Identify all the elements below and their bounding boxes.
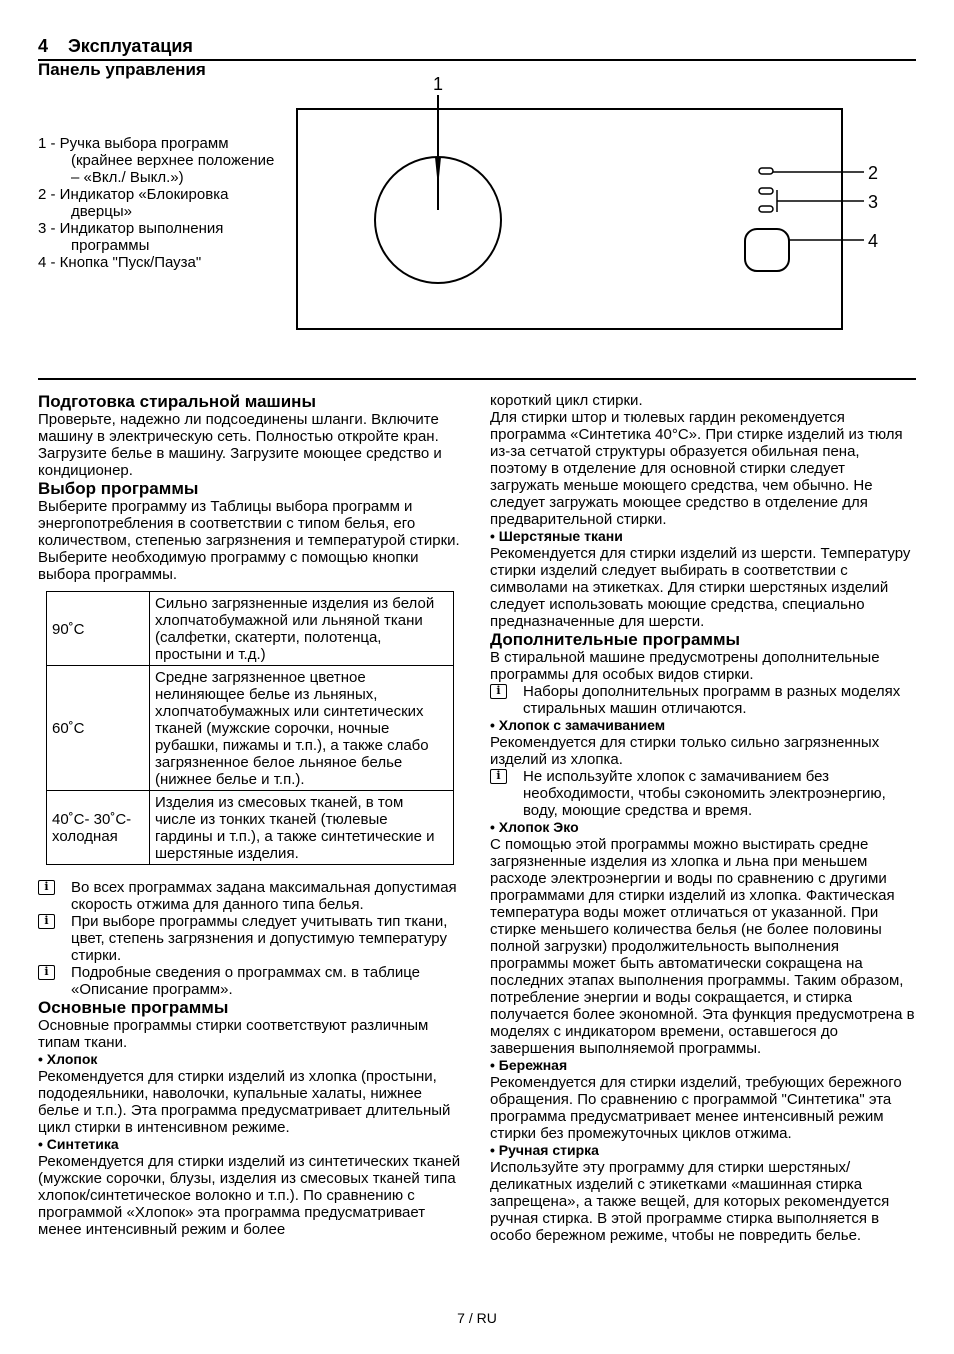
- left-column: [38, 392, 463, 1238]
- progress-indicator: [759, 206, 773, 212]
- callout-label-1: 1: [433, 74, 444, 94]
- eco-text: С помощью этой программы можно выстирать средне загрязненные изделия из хлопка и льна при меньшем расходе электроэнергии и воды по сравнению с другими программами для стирки изделий из хлопка. Фактическая температура воды может отличаться от указанной. При стирке меньшего количества белья (не более половины полной загрузки) продолжительность выполнения программы может быть автоматически сокращена на последних этапах выполнения программы. Таким образом, потребление энергии и воды сокращается, и стирка получается более экономной. Эта функция предусмотрена в моделях с индикатором времени, оставшегося до завершения выполняемой программы.: [490, 836, 915, 1057]
- right-column: [490, 392, 918, 1244]
- info-note: i Не используйте хлопок с замачиванием без необходимости, чтобы сэкономить электроэнергию, воду, моющие средства и время.: [490, 768, 918, 819]
- info-icon: i: [38, 965, 55, 980]
- temp-cell: 60˚C: [47, 666, 150, 791]
- synthetic-title: • Синтетика: [38, 1136, 119, 1152]
- cotton-text: Рекомендуется для стирки изделий из хлопка (простыни, пододеяльники, наволочки, купальные халаты, нижнее белье и т.п.). Эта программа предусматривает длительный цикл стирки в интенсивном режиме.: [38, 1068, 451, 1136]
- prep-title: Подготовка стиральной машины: [38, 392, 316, 411]
- main-programs-title: Основные программы: [38, 998, 229, 1017]
- table-row: [47, 592, 454, 666]
- desc-cell: Сильно загрязненные изделия из белой хлопчатобумажной или льняной ткани (салфетки, скатерти, полотенца, простыни и т.д.): [150, 592, 454, 666]
- legend-item: 3 - Индикатор выполнения программы: [38, 220, 224, 254]
- page-number: 7 / RU: [457, 1310, 497, 1326]
- subsection-title: Панель управления: [38, 60, 206, 79]
- section-heading: [38, 36, 193, 57]
- info-icon: i: [38, 880, 55, 895]
- start-pause-button: [745, 229, 789, 271]
- info-note: i Во всех программах задана максимальная допустимая скорость отжима для данного типа белья.: [38, 879, 463, 913]
- callout-label-3: 3: [868, 192, 879, 212]
- desc-cell: Средне загрязненное цветное нелиняющее белье из льняных, хлопчатобумажных или синтетических тканей (мужские сорочки, ночные рубашки, пижамы и т.п.), а также слабо загрязненное белое льняное белье (нижнее белье и т.п.).: [150, 666, 454, 791]
- table-row: [47, 666, 454, 791]
- gentle-title: • Бережная: [490, 1057, 568, 1073]
- extra-programs-title: Дополнительные программы: [490, 630, 741, 649]
- legend-item: 4 - Кнопка "Пуск/Пауза": [38, 254, 202, 271]
- main-programs-intro: Основные программы стирки соответствуют различным типам ткани.: [38, 1017, 429, 1051]
- synthetic-text: Рекомендуется для стирки изделий из синтетических тканей (мужские сорочки, блузы, изделия из смесовых тканей типа хлопок/синтетическое волокно и т.п.). По сравнению с программой «Хлопок» эта программа предусматривает менее интенсивный режим и более: [38, 1153, 461, 1238]
- select-title: Выбор программы: [38, 479, 199, 498]
- program-table: [46, 591, 454, 865]
- prep-text: Проверьте, надежно ли подсоединены шланги. Включите машину в электрическую сеть. Полностью откройте кран. Загрузите белье в машину. Загрузите моющее средство и кондиционер.: [38, 411, 442, 479]
- door-lock-indicator: [759, 168, 773, 174]
- select-text: Выберите программу из Таблицы выбора программ и энергопотребления в соответствии с типом белья, его количеством, степенью загрязнения и температурой стирки. Выберите необходимую программу с помощью кнопки выбора программы.: [38, 498, 460, 583]
- soak-title: • Хлопок с замачиванием: [490, 717, 666, 733]
- extra-programs-intro: В стиральной машине предусмотрены дополнительные программы для особых видов стирки.: [490, 649, 880, 683]
- section-number: 4: [38, 36, 49, 56]
- info-icon: i: [38, 914, 55, 929]
- legend-item: 1 - Ручка выбора программ (крайнее верхнее положение – «Вкл./ Выкл.»): [38, 135, 275, 186]
- section-rule: [38, 378, 916, 380]
- info-note: i Подробные сведения о программах см. в таблице «Описание программ».: [38, 964, 463, 998]
- synthetic-text-cont: короткий цикл стирки.: [490, 392, 643, 409]
- hand-title: • Ручная стирка: [490, 1142, 599, 1158]
- callout-label-4: 4: [868, 231, 879, 251]
- eco-title: • Хлопок Эко: [490, 819, 579, 835]
- info-note: i При выборе программы следует учитывать тип ткани, цвет, степень загрязнения и допустимую температуру стирки.: [38, 913, 463, 964]
- gentle-text: Рекомендуется для стирки изделий, требующих бережного обращения. По сравнению с программой "Синтетика" эта программа предусматривает менее интенсивный режим стирки без промежуточных циклов отжима.: [490, 1074, 902, 1142]
- wool-title: • Шерстяные ткани: [490, 528, 623, 544]
- knob-pointer: [435, 157, 441, 177]
- callout-label-2: 2: [868, 163, 879, 183]
- info-note: i Наборы дополнительных программ в разных моделях стиральных машин отличаются.: [490, 683, 918, 717]
- progress-indicator: [759, 188, 773, 194]
- panel-legend: [38, 135, 278, 271]
- info-icon: i: [490, 769, 507, 784]
- panel-frame: [297, 109, 842, 329]
- info-icon: i: [490, 684, 507, 699]
- synthetic-curtains-text: Для стирки штор и тюлевых гардин рекомендуется программа «Синтетика 40°C». При стирке изделий из тюля из-за сетчатой структуры образуется обильная пена, поэтому в отделение для основной стирки следует загружать меньше моющего средства, чем обычно. Не следует загружать моющее средство в отделение для предварительной стирки.: [490, 409, 903, 528]
- section-title: Эксплуатация: [68, 36, 193, 56]
- desc-cell: Изделия из смесовых тканей, в том числе из тонких тканей (тюлевые гардины и т.п.), а также синтетические и шерстяные изделия.: [150, 791, 454, 865]
- wool-text: Рекомендуется для стирки изделий из шерсти. Температуру стирки изделий следует выбирать в соответствии с символами на этикетках. Для стирки шерстяных изделий следует использовать моющие средства, специально предназначенные для шерсти.: [490, 545, 911, 630]
- soak-text: Рекомендуется для стирки только сильно загрязненных изделий из хлопка.: [490, 734, 880, 768]
- control-panel-diagram: [280, 70, 900, 340]
- hand-text: Используйте эту программу для стирки шерстяных/ деликатных изделий с этикетками «машинная стирка запрещена», а также вещей, для которых рекомендуется ручная стирка. В этой программе стирка выполняется в особо бережном режиме, чтобы не повредить белье.: [490, 1159, 890, 1244]
- cotton-title: • Хлопок: [38, 1051, 98, 1067]
- temp-cell: 90˚C: [47, 592, 150, 666]
- table-row: [47, 791, 454, 865]
- temp-cell: 40˚C- 30˚C- холодная: [47, 791, 150, 865]
- legend-item: 2 - Индикатор «Блокировка дверцы»: [38, 186, 229, 220]
